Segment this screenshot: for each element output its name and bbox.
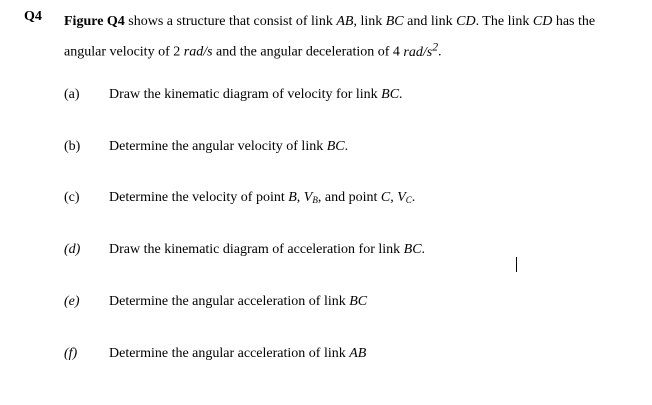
velocity-vc: $V_C$ (397, 190, 412, 205)
question-intro (64, 9, 639, 65)
intro-text-7: . (438, 44, 442, 60)
intro-text-3: and link (403, 14, 457, 29)
part-b-label: (b) (64, 139, 81, 154)
velocity-vb: $V_B$ (303, 190, 318, 205)
link-cd: CD (456, 14, 476, 29)
part-e-label: (e) (64, 294, 80, 309)
part-a-text: Draw the kinematic diagram of velocity for link BC. (109, 87, 403, 102)
part-e-text: Determine the angular acceleration of link BC (109, 294, 368, 309)
intro-text-6: and the angular deceleration of 4 (212, 44, 404, 60)
part-d (64, 242, 624, 262)
link-ab: AB (336, 14, 354, 29)
text-cursor (516, 257, 517, 272)
part-d-label: (d) (64, 242, 81, 257)
part-b-text: Determine the angular velocity of link BC. (109, 139, 349, 154)
part-f-label: (f) (64, 346, 78, 361)
part-c-text: Determine the velocity of point B, $V_B$, and point C, $V_C$. (109, 190, 416, 205)
unit-angular-velocity: rad/s (183, 44, 213, 60)
unit-exponent: 2 (432, 40, 439, 53)
part-f (64, 346, 624, 366)
link-bc: BC (385, 14, 404, 29)
part-a-label: (a) (64, 87, 80, 102)
part-a (64, 87, 624, 107)
part-e (64, 294, 624, 314)
intro-text-5: has the angular velocity of 2 (64, 14, 596, 60)
intro-text-1: shows a structure that consist of link (124, 14, 337, 29)
part-f-text: Determine the angular acceleration of link AB (109, 346, 367, 361)
part-b (64, 139, 624, 159)
unit-angular-acceleration: rad/$s^2$ (403, 40, 439, 60)
part-c (64, 190, 624, 210)
link-cd-2: CD (532, 14, 553, 29)
intro-text-2: , link (353, 14, 386, 29)
intro-text-4: . The link (475, 14, 533, 29)
part-c-label: (c) (64, 190, 80, 205)
part-d-text: Draw the kinematic diagram of acceleration for link BC. (109, 242, 426, 257)
question-number: Q4 (24, 9, 42, 24)
figure-reference: Figure Q4 (64, 14, 125, 29)
